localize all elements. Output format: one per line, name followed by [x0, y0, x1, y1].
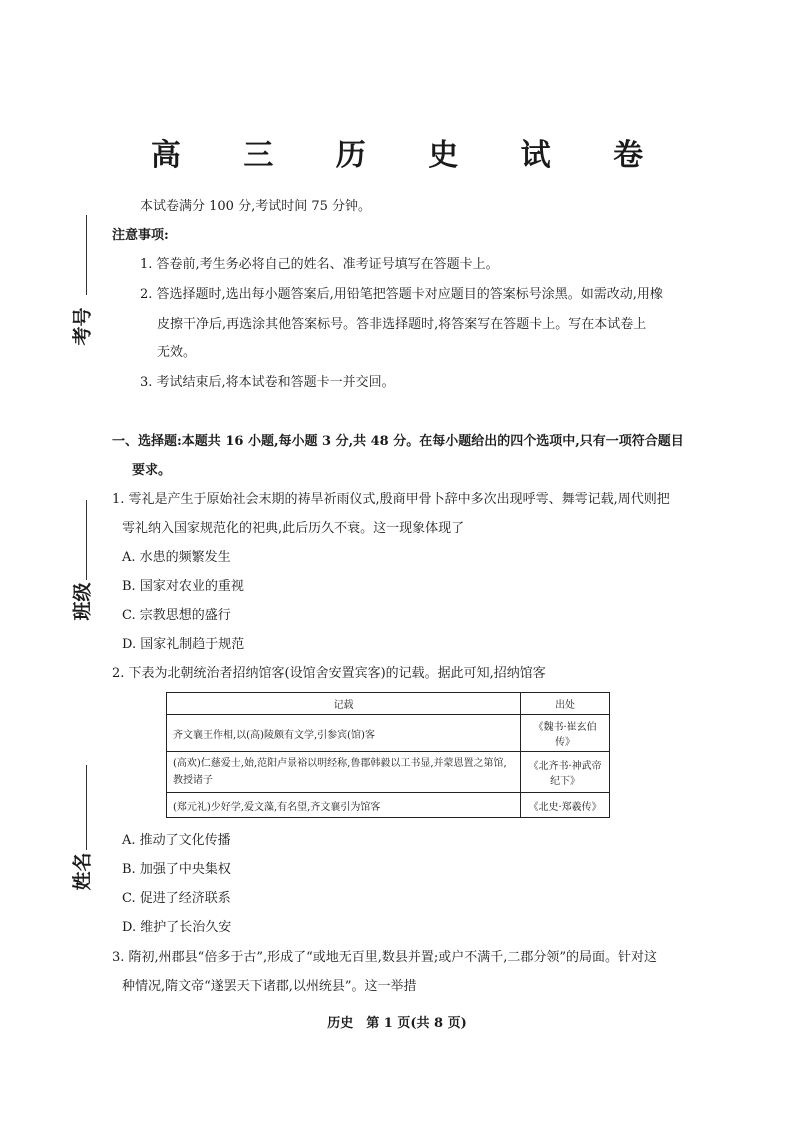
page-title: 高 三 历 史 试 卷: [150, 138, 670, 173]
question-1-option: B. 国家对农业的重视: [122, 579, 244, 594]
exam-no-label: 考号: [71, 307, 94, 346]
table-header-row: [167, 693, 610, 715]
table-cell: 《北史·郑羲传》: [521, 793, 610, 818]
question-2-option: A. 推动了文化传播: [122, 833, 231, 848]
question-2-option: B. 加强了中央集权: [122, 862, 231, 877]
table-row: [167, 715, 610, 752]
table-cell: 《魏书·崔玄伯传》: [521, 715, 610, 752]
notice-item: 2. 答选择题时,选出每小题答案后,用铅笔把答题卡对应题目的答案标号涂黑。如需改动,用橡: [140, 287, 663, 302]
table-cell: 齐文襄王作相,以(高)陵颇有文学,引参宾(馆)客: [167, 715, 521, 752]
question-2-option: C. 促进了经济联系: [122, 891, 231, 906]
question-1-option: C. 宗教思想的盛行: [122, 608, 231, 623]
notice-heading: 注意事项:: [112, 228, 169, 243]
section-heading-cont: 要求。: [132, 463, 172, 478]
table-cell: (高欢)仁慈爱士,始,范阳卢景裕以明经称,鲁郡韩毅以工书显,并蒙恩置之第馆,教授诸子: [167, 752, 521, 793]
section-heading: 一、选择题:本题共 16 小题,每小题 3 分,共 48 分。在每小题给出的四个选项中,只有一项符合题目: [112, 434, 684, 449]
class-label: 班级: [71, 582, 94, 621]
question-1-stem-cont: 雩礼纳入国家规范化的祀典,此后历久不衰。这一现象体现了: [122, 521, 465, 536]
notice-item: 无效。: [157, 345, 197, 360]
question-2-option: D. 维护了长治久安: [122, 920, 232, 935]
table-cell: (郑元礼)少好学,爱文藻,有名望,齐文襄引为馆客: [167, 793, 521, 818]
class-rule: [86, 500, 87, 580]
table-row: [167, 752, 610, 793]
question-1-stem: 1. 雩礼是产生于原始社会末期的祷旱祈雨仪式,殷商甲骨卜辞中多次出现呼雩、舞雩记载,周代则把: [112, 492, 670, 507]
notice-item: 3. 考试结束后,将本试卷和答题卡一并交回。: [140, 375, 395, 390]
question-3-stem-cont: 种情况,隋文帝“遂罢天下诸郡,以州统县”。这一举措: [122, 979, 417, 994]
question-3-stem: 3. 隋初,州郡县“倍多于古”,形成了“或地无百里,数县并置;或户不满千,二郡分领”的局面。针对这: [112, 950, 658, 965]
exam-no-rule: [86, 215, 87, 295]
exam-info: 本试卷满分 100 分,考试时间 75 分钟。: [140, 199, 372, 214]
question-1-option: A. 水患的频繁发生: [122, 550, 231, 565]
name-rule: [86, 765, 87, 850]
records-table: [166, 692, 610, 818]
table-row: [167, 793, 610, 818]
table-header: 记载: [167, 693, 521, 715]
table-header: 出处: [521, 693, 610, 715]
question-2-stem: 2. 下表为北朝统治者招纳馆客(设馆舍安置宾客)的记载。据此可知,招纳馆客: [112, 666, 546, 681]
table-cell: 《北齐书·神武帝纪下》: [521, 752, 610, 793]
page-footer: 历史 第 1 页(共 8 页): [327, 1016, 467, 1031]
question-1-option: D. 国家礼制趋于规范: [122, 637, 245, 652]
name-label: 姓名: [71, 852, 94, 891]
notice-item: 皮擦干净后,再选涂其他答案标号。答非选择题时,将答案写在答题卡上。写在本试卷上: [157, 317, 647, 332]
notice-item: 1. 答卷前,考生务必将自己的姓名、准考证号填写在答题卡上。: [140, 257, 499, 272]
